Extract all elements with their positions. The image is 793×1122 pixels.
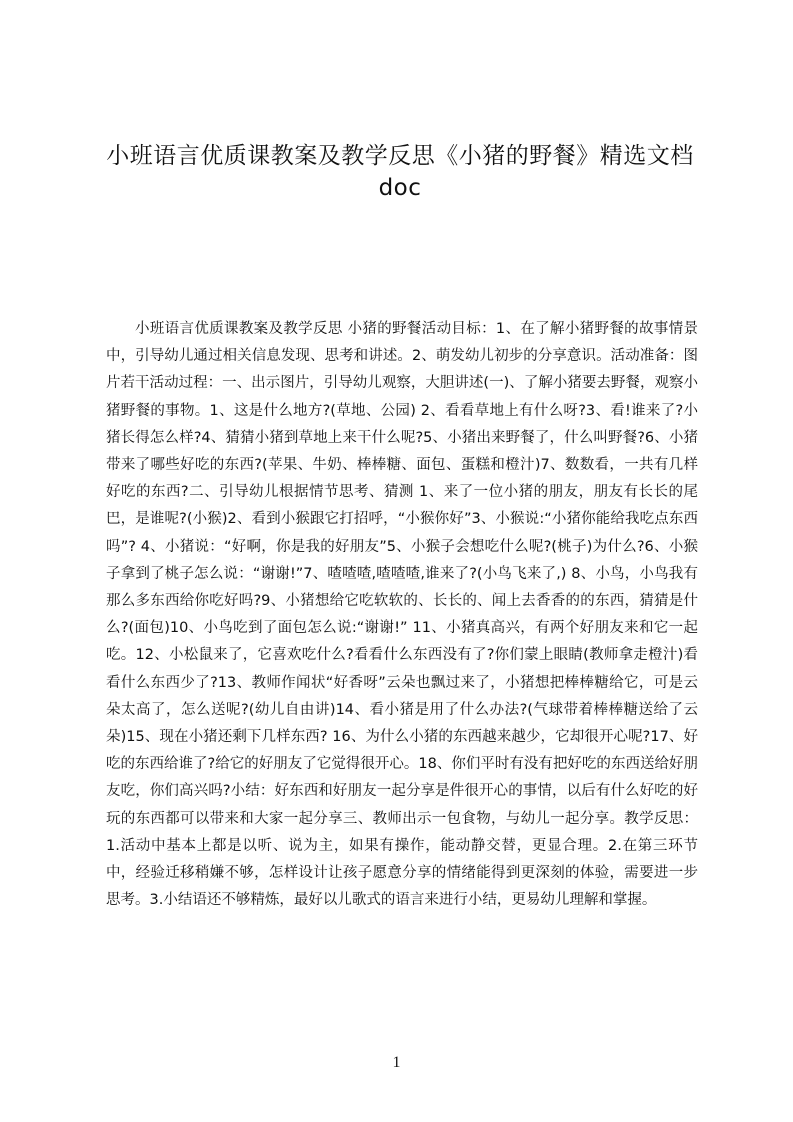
document-title <box>100 140 700 204</box>
document-title-line-1: 小班语言优质课教案及教学反思《小猪的野餐》精选文档 <box>106 143 694 169</box>
document-body-paragraph: 小班语言优质课教案及教学反思 小猪的野餐活动目标：1、在了解小猪野餐的故事情景中，引导幼儿通过相关信息发现、思考和讲述。2、萌发幼儿初步的分享意识。活动准备：图片若干活动过程：一、出示图片，引导幼儿观察，大胆讲述(一)、了解小猪要去野餐，观察小猪野餐的事物。1、这是什么地方?(草地、公园) 2、看看草地上有什么呀?3、看!谁来了?小猪长得怎么样?4、猜猜小猪到草地上来干什么呢?5、小猪出来野餐了，什么叫野餐?6、小猪带来了哪些好吃的东西?(苹果、牛奶、棒棒糖、面包、蛋糕和橙汁)7、数数看，一共有几样好吃的东西?二、引导幼儿根据情节思考、猜测 1、来了一位小猪的朋友，朋友有长长的尾巴，是谁呢?(小猴)2、看到小猴跟它打招呼，“小猴你好”3、小猴说:“小猪你能给我吃点东西吗”? 4、小猪说：“好啊，你是我的好朋友”5、小猴子会想吃什么呢?(桃子)为什么?6、小猴子拿到了桃子怎么说：“谢谢!”7、喳喳喳,喳喳喳,谁来了?(小鸟飞来了,) 8、小鸟，小鸟我有那么多东西给你吃好吗?9、小猪想给它吃软软的、长长的、闻上去香香的的东西，猜猜是什么?(面包)10、小鸟吃到了面包怎么说:“谢谢!” 11、小猪真高兴，有两个好朋友来和它一起吃。12、小松鼠来了，它喜欢吃什么?看看什么东西没有了?你们蒙上眼睛(教师拿走橙汁)看看什么东西少了?13、教师作闻状“好香呀”云朵也飘过来了，小猪想把棒棒糖给它，可是云朵太高了，怎么送呢?(幼儿自由讲)14、看小猪是用了什么办法?(气球带着棒棒糖送给了云朵)15、现在小猪还剩下几样东西? 16、为什么小猪的东西越来越少，它却很开心呢?17、好吃的东西给谁了?给它的好朋友了它觉得很开心。18、你们平时有没有把好吃的东西送给好朋友吃，你们高兴吗?小结：好东西和好朋友一起分享是件很开心的事情，以后有什么好吃的好玩的东西都可以带来和大家一起分享三、教师出示一包食物，与幼儿一起分享。教学反思：1.活动中基本上都是以听、说为主，如果有操作，能动静交替，更显合理。2.在第三环节中，经验迁移稍嫌不够，怎样设计让孩子愿意分享的情绪能得到更深刻的体验，需要进一步思考。3.小结语还不够精炼，最好以儿歌式的语言来进行小结，更易幼儿理解和掌握。 <box>106 321 698 909</box>
page-number: 1 <box>392 1054 401 1071</box>
document-title-line-2: doc <box>378 175 422 201</box>
